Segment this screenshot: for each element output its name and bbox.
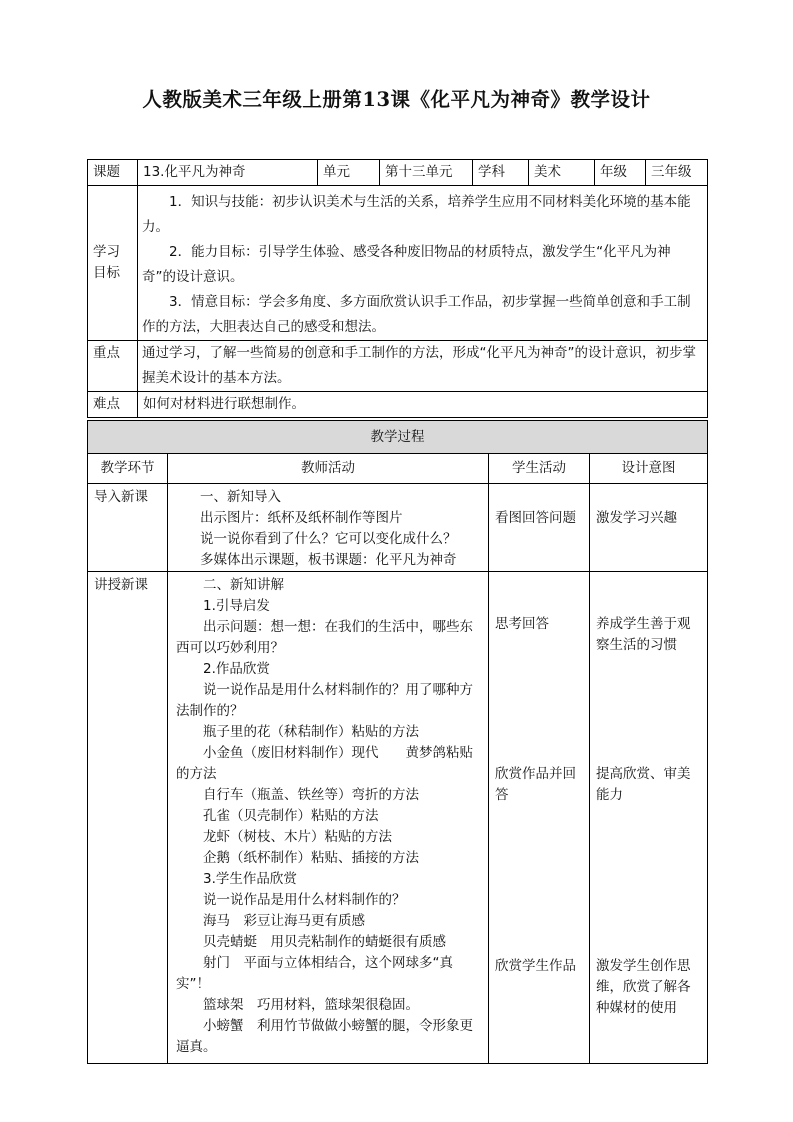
teach-student-2: 欣赏作品并回答 [495,766,576,803]
teach-intent-3: 激发学生创作思维，欣赏了解各种媒材的使用 [596,958,691,1016]
difficulty-value: 如何对材料进行联想制作。 [138,392,708,418]
unit-value: 第十三单元 [380,160,473,186]
teach-t9: 孔雀（贝壳制作）粘贴的方法 [203,808,379,824]
intro-intent: 激发学习兴趣 [590,484,708,572]
teach-student [489,572,590,1064]
teach-intent-1: 养成学生善于观察生活的习惯 [596,616,691,653]
col-intent-header: 设计意图 [590,454,708,484]
subject-value: 美术 [529,160,595,186]
intro-teacher [168,484,489,572]
intro-line-4: 多媒体出示课题，板书课题：化平凡为神奇 [200,552,457,568]
unit-label: 单元 [318,160,380,186]
grade-label: 年级 [595,160,646,186]
subject-label: 学科 [473,160,529,186]
teach-student-3: 欣赏学生作品 [495,958,576,974]
teach-t15: 贝壳蜻蜓 用贝壳粘制作的蜻蜓很有质感 [203,934,446,950]
goal-ability: 2．能力目标：引导学生体验、感受各种废旧物品的材质特点，激发学生“化平凡为神奇”的设计意识。 [142,244,671,285]
col-student-header: 学生活动 [489,454,590,484]
goal-knowledge: 1．知识与技能：初步认识美术与生活的关系，培养学生应用不同材料美化环境的基本能力。 [142,194,691,235]
teach-t3: 出示问题：想一想：在我们的生活中，哪些东西可以巧妙利用？ [176,619,473,656]
teach-t17: 篮球架 巧用材料，篮球架很稳固。 [203,997,419,1013]
key-label: 重点 [88,341,138,392]
col-teacher-header: 教师活动 [168,454,489,484]
teach-teacher [168,572,489,1064]
teach-t18: 小螃蟹 利用竹节做做小螃蟹的腿，令形象更逼真。 [176,1018,473,1055]
info-table [87,159,708,418]
teach-intent-2: 提高欣赏、审美能力 [596,766,691,803]
topic-label: 课题 [88,160,138,186]
intro-student: 看图回答问题 [489,484,590,572]
grade-value: 三年级 [646,160,708,186]
goal-emotion: 3．情意目标：学会多角度、多方面欣赏认识手工作品，初步掌握一些简单创意和手工制作的方法，大胆表达自己的感受和想法。 [142,294,691,335]
teach-t1: 二、新知讲解 [203,577,284,593]
goals-label-line2: 目标 [93,265,120,281]
teach-student-1: 思考回答 [495,616,549,632]
teach-intent [590,572,708,1064]
teach-t8: 自行车（瓶盖、铁丝等）弯折的方法 [203,787,419,803]
goals-label [88,186,138,341]
teach-t12: 3.学生作品欣赏 [203,871,297,887]
process-header: 教学过程 [88,421,708,454]
teach-t11: 企鹅（纸杯制作）粘贴、插接的方法 [203,850,419,866]
teach-t7: 小金鱼（废旧材料制作）现代 黄梦鸽粘贴的方法 [176,745,473,782]
goals-label-line1: 学习 [93,244,120,260]
teach-t13: 说一说作品是用什么材料制作的？ [203,892,406,908]
teach-t4: 2.作品欣赏 [203,661,270,677]
key-value: 通过学习，了解一些简易的创意和手工制作的方法，形成“化平凡为神奇”的设计意识，初步掌握美术设计的基本方法。 [138,341,708,392]
teach-stage: 讲授新课 [88,572,168,1064]
teach-t2: 1.引导启发 [203,598,270,614]
teach-t14: 海马 彩豆让海马更有质感 [203,913,365,929]
teach-t5: 说一说作品是用什么材料制作的？用了哪种方法制作的？ [176,682,473,719]
col-stage-header: 教学环节 [88,454,168,484]
difficulty-label: 难点 [88,392,138,418]
intro-line-3: 说一说你看到了什么？它可以变化成什么？ [200,531,457,547]
teach-t10: 龙虾（树枝、木片）粘贴的方法 [203,829,392,845]
intro-line-1: 一、新知导入 [200,489,281,505]
intro-stage: 导入新课 [88,484,168,572]
goals-content [138,186,708,341]
process-table [87,420,708,1064]
topic-value: 13.化平凡为神奇 [138,160,318,186]
intro-line-2: 出示图片：纸杯及纸杯制作等图片 [200,510,403,526]
teach-t16: 射门 平面与立体相结合，这个网球多“真实”！ [176,955,453,992]
page-title: 人教版美术三年级上册第13课《化平凡为神奇》教学设计 [142,88,651,111]
teach-t6: 瓶子里的花（秫秸制作）粘贴的方法 [203,724,419,740]
